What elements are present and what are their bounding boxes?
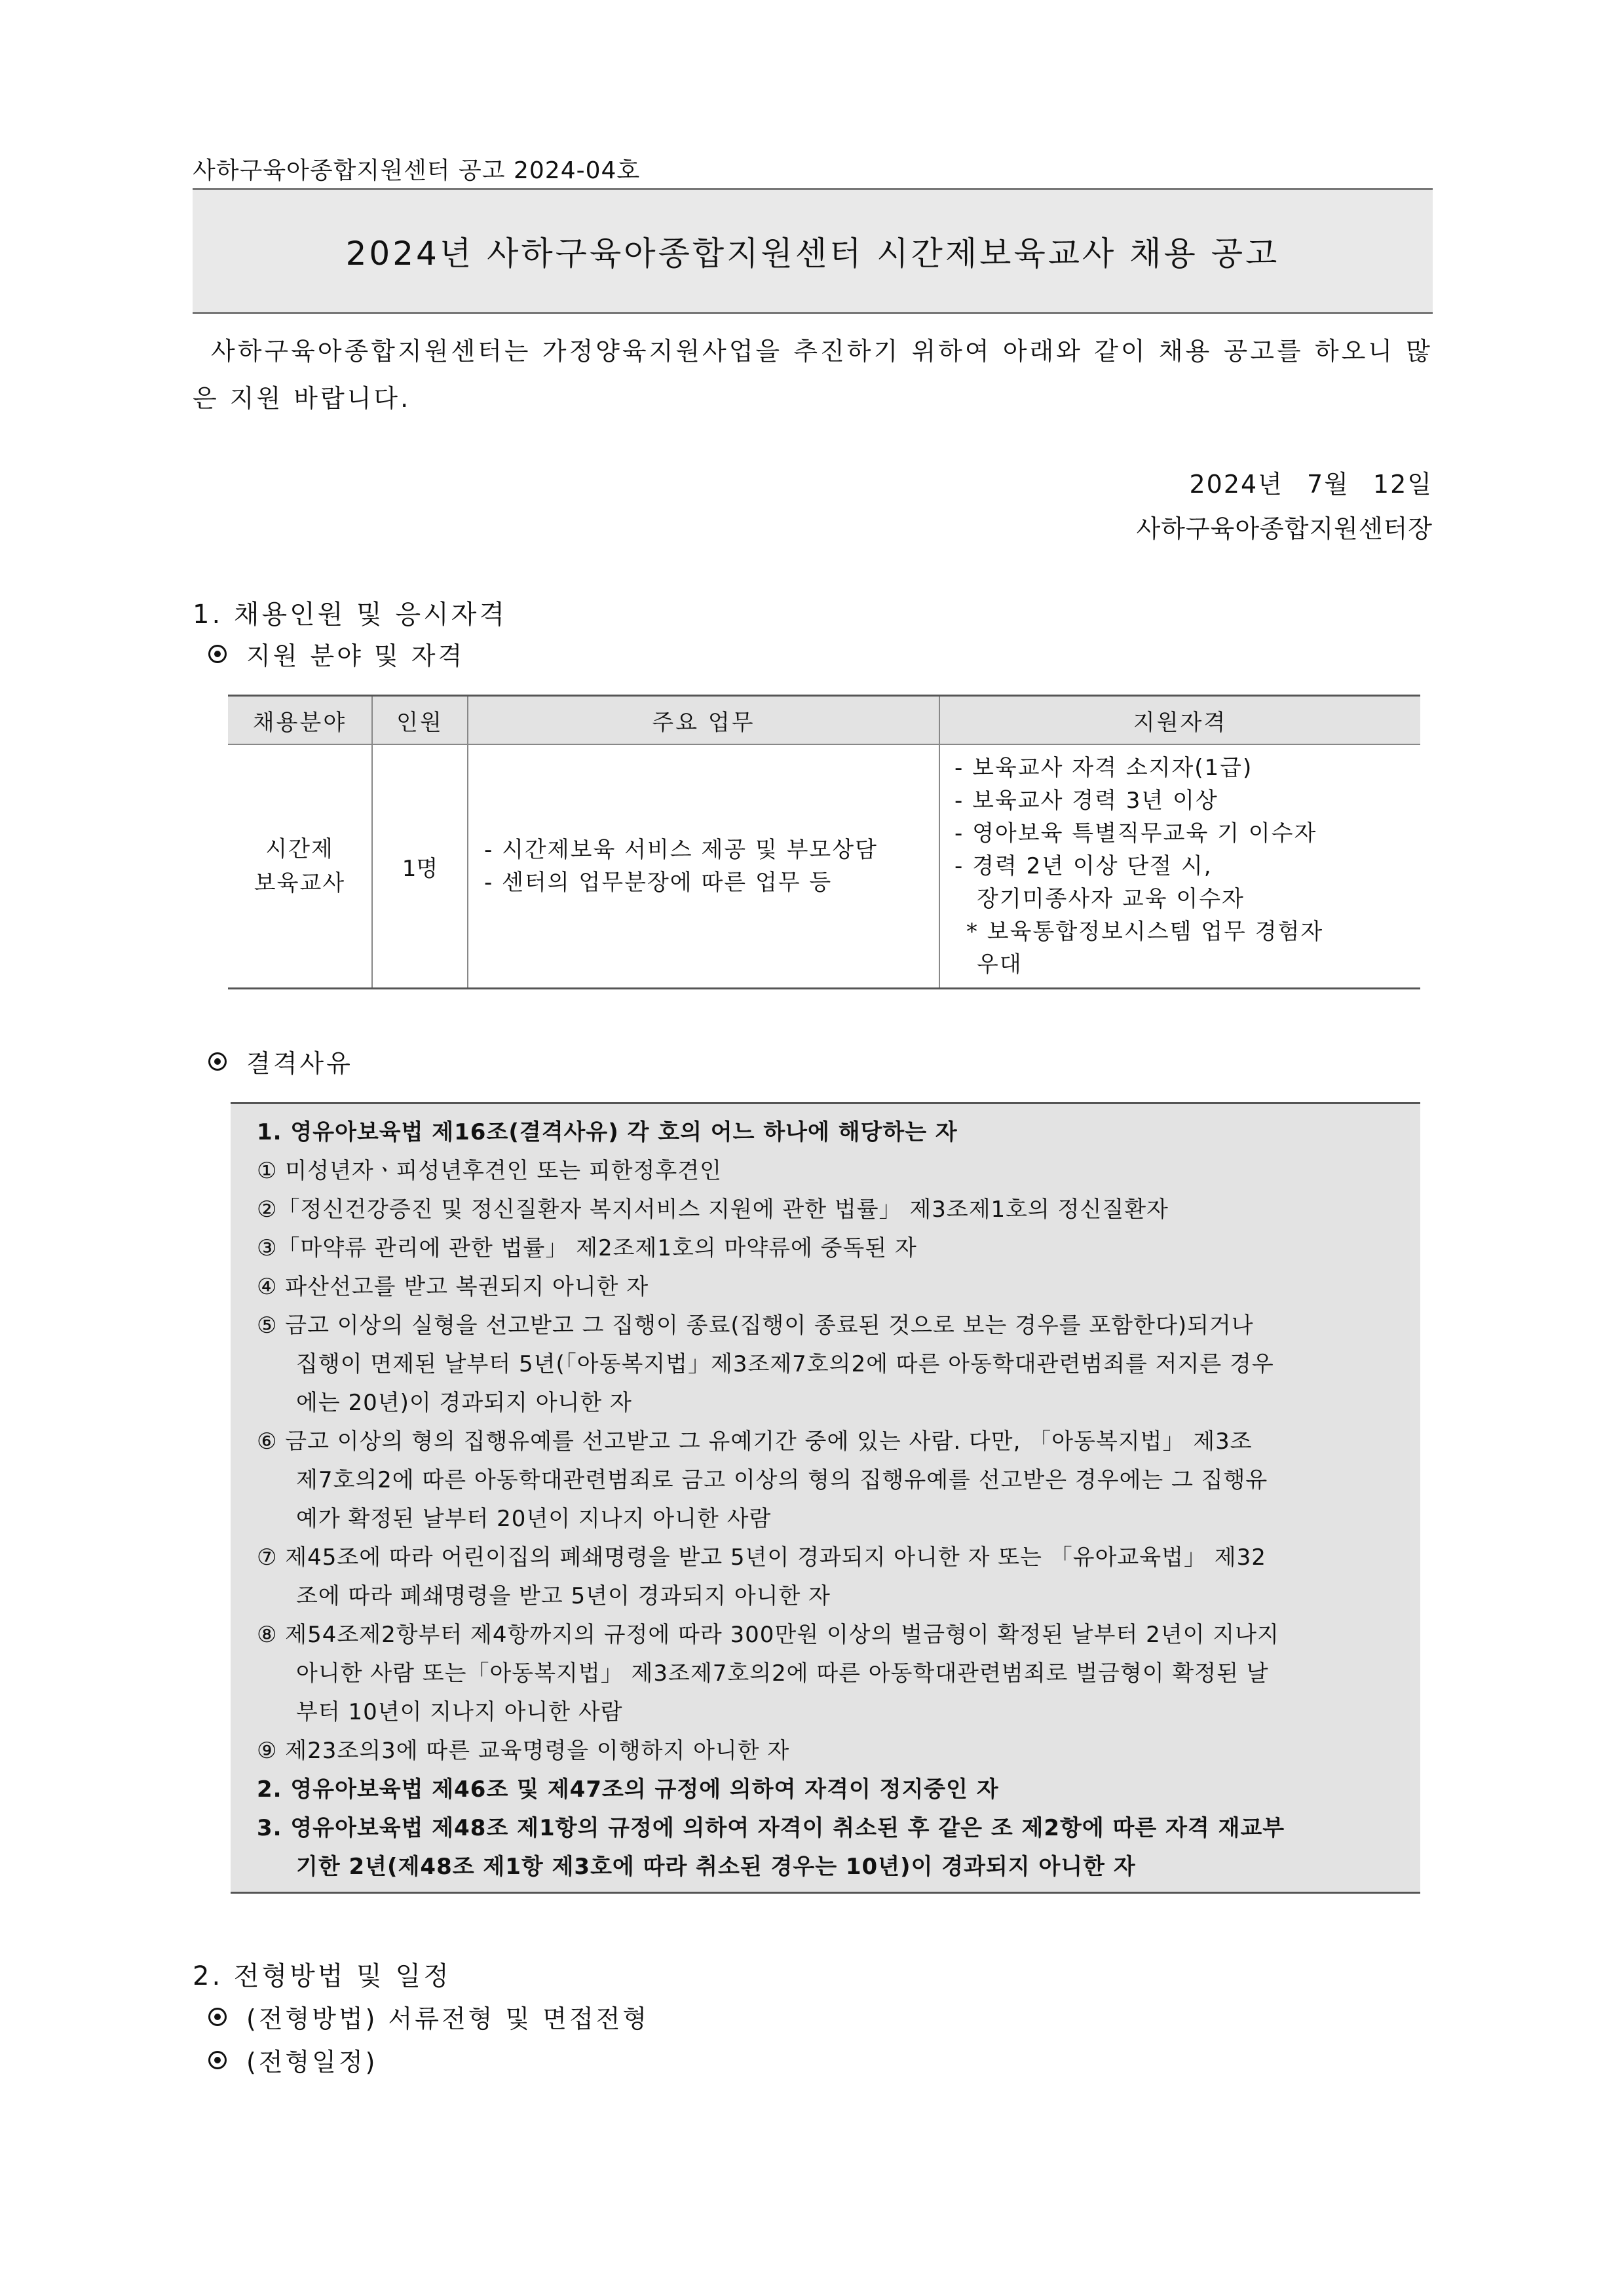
disqualification-line: 예가 확정된 날부터 20년이 지나지 아니한 사람	[296, 1506, 772, 1532]
sub-heading-method-label: (전형방법) 서류전형 및 면접전형	[246, 2004, 650, 2033]
qualification-item: - 영아보육 특별직무교육 기 이수자	[954, 820, 1317, 847]
recruitment-table	[228, 695, 1420, 989]
sub-heading-schedule-label: (전형일정)	[246, 2048, 378, 2076]
disqualification-line: ③「마약류 관리에 관한 법률」 제2조제1호의 마약류에 중독된 자	[257, 1235, 917, 1261]
sub-heading-schedule	[208, 2042, 377, 2078]
qualification-item: * 보육통합정보시스템 업무 경험자	[966, 919, 1324, 945]
disqualification-line: ⑨ 제23조의3에 따른 교육명령을 이행하지 아니한 자	[257, 1738, 790, 1764]
title-box	[193, 188, 1433, 314]
intro-paragraph: 사하구육아종합지원센터는 가정양육지원사업을 추진하기 위하여 아래와 같이 채용 공고를 하오니 많은 지원 바랍니다.	[193, 337, 1433, 413]
disqualification-line: ⑥ 금고 이상의 형의 집행유예를 선고받고 그 유예기간 중에 있는 사람. 다만, 「아동복지법」 제3조	[257, 1428, 1253, 1455]
disqualification-line: ②「정신건강증진 및 정신질환자 복지서비스 지원에 관한 법률」 제3조제1호의 정신질환자	[257, 1196, 1169, 1223]
table-row	[228, 744, 1420, 989]
qualification-item: - 보육교사 자격 소지자(1급)	[954, 755, 1253, 781]
disqualification-line: 1. 영유아보육법 제16조(결격사유) 각 호의 어느 하나에 해당하는 자	[257, 1119, 958, 1145]
disqualification-line: ⑦ 제45조에 따라 어린이집의 폐쇄명령을 받고 5년이 경과되지 아니한 자 또는 「유아교육법」 제32	[257, 1544, 1266, 1571]
count-cell: 1명	[372, 744, 468, 989]
disqualification-box	[231, 1102, 1420, 1894]
qualification-item: 우대	[977, 951, 1023, 978]
disqualification-line: 2. 영유아보육법 제46조 및 제47조의 규정에 의하여 자격이 정지중인 자	[257, 1776, 999, 1803]
notice-number: 사하구육아종합지원센터 공고 2024-04호	[193, 157, 641, 184]
section-2-heading: 2. 전형방법 및 일정	[193, 1961, 451, 1991]
section-1-heading: 1. 채용인원 및 응시자격	[193, 600, 508, 630]
disqualification-line: ④ 파산선고를 받고 복권되지 아니한 자	[257, 1274, 649, 1300]
field-line: 시간제	[265, 836, 334, 862]
circle-bullet-icon	[208, 2008, 227, 2026]
disqualification-line: 조에 따라 폐쇄명령을 받고 5년이 경과되지 아니한 자	[296, 1583, 831, 1609]
disqualification-line: ① 미성년자ㆍ피성년후견인 또는 피한정후견인	[257, 1158, 722, 1184]
qualifications-cell	[939, 744, 1420, 989]
duties-cell	[468, 744, 939, 989]
notice-date: 2024년 7월 12일	[1189, 470, 1433, 499]
sub-heading-method	[208, 1999, 649, 2035]
sub-heading-disqualification-label: 결격사유	[246, 1049, 353, 1078]
duty-item: - 센터의 업무분장에 따른 업무 등	[484, 870, 833, 896]
signer: 사하구육아종합지원센터장	[1136, 514, 1433, 543]
disqualification-line: 에는 20년)이 경과되지 아니한 자	[296, 1390, 632, 1416]
disqualification-line: 부터 10년이 지나지 아니한 사람	[296, 1699, 623, 1725]
field-line: 보육교사	[254, 870, 346, 896]
circle-bullet-icon	[208, 1052, 227, 1071]
sub-heading-apply-label: 지원 분야 및 자격	[246, 641, 465, 670]
duty-item: - 시간제보육 서비스 제공 및 부모상담	[484, 837, 878, 863]
qualification-item: - 경력 2년 이상 단절 시,	[954, 853, 1213, 879]
disqualification-line: 집행이 면제된 날부터 5년(「아동복지법」제3조제7호의2에 따른 아동학대관련범죄를 저지른 경우	[296, 1351, 1274, 1377]
disqualification-line: 아니한 사람 또는「아동복지법」 제3조제7호의2에 따른 아동학대관련범죄로 벌금형이 확정된 날	[296, 1660, 1269, 1687]
table-header-cell: 채용분야	[228, 696, 372, 745]
table-header-row	[228, 696, 1420, 745]
disqualification-line: 3. 영유아보육법 제48조 제1항의 규정에 의하여 자격이 취소된 후 같은 조 제2항에 따른 자격 재교부	[257, 1815, 1285, 1841]
disqualification-line: 기한 2년(제48조 제1항 제3호에 따라 취소된 경우는 10년)이 경과되지 아니한 자	[296, 1854, 1136, 1880]
disqualification-line: ⑤ 금고 이상의 실형을 선고받고 그 집행이 종료(집행이 종료된 것으로 보는 경우를 포함한다)되거나	[257, 1312, 1254, 1339]
sub-heading-apply	[208, 636, 464, 672]
qualification-item: 장기미종사자 교육 이수자	[977, 886, 1245, 912]
table-header-cell: 주요 업무	[468, 696, 939, 745]
circle-bullet-icon	[208, 2051, 227, 2069]
disqualification-line: 제7호의2에 따른 아동학대관련범죄로 금고 이상의 형의 집행유예를 선고받은 경우에는 그 집행유	[296, 1467, 1268, 1493]
table-header-cell: 지원자격	[939, 696, 1420, 745]
circle-bullet-icon	[208, 645, 227, 663]
page-title: 2024년 사하구육아종합지원센터 시간제보육교사 채용 공고	[345, 235, 1280, 273]
sub-heading-disqualification	[208, 1043, 353, 1079]
disqualification-line: ⑧ 제54조제2항부터 제4항까지의 규정에 따라 300만원 이상의 벌금형이 확정된 날부터 2년이 지나지	[257, 1622, 1279, 1648]
qualification-item: - 보육교사 경력 3년 이상	[954, 788, 1218, 814]
field-cell	[228, 744, 372, 989]
table-header-cell: 인원	[372, 696, 468, 745]
